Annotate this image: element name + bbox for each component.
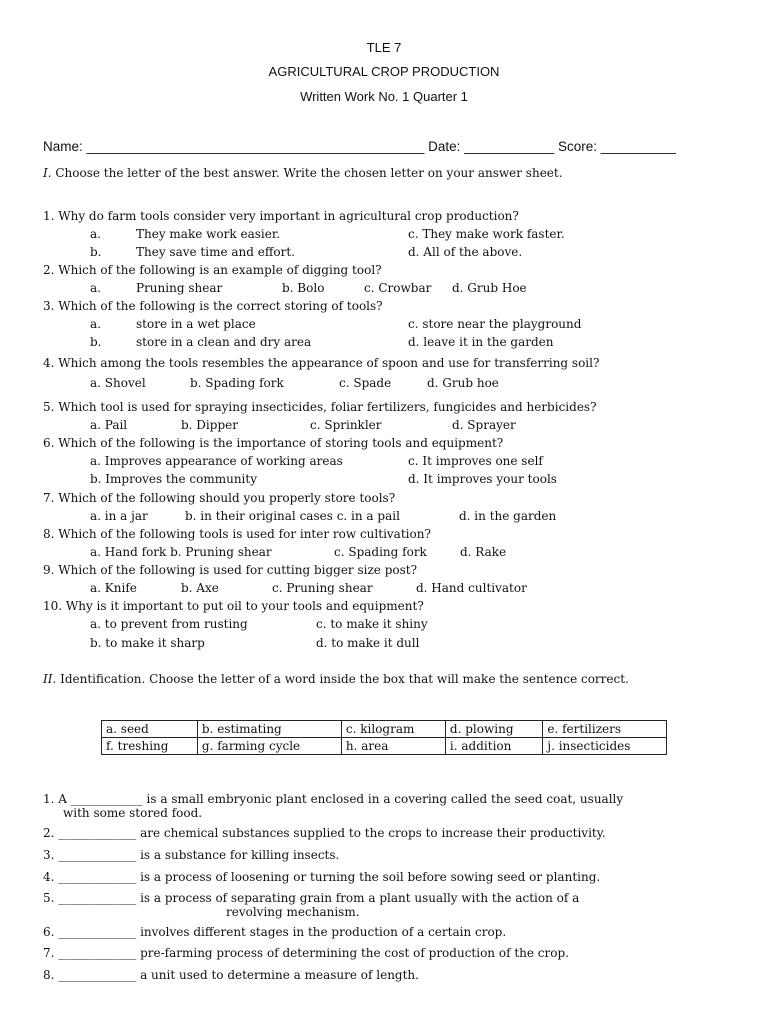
work-title: Written Work No. 1 Quarter 1	[300, 89, 468, 104]
identification-item-7: 7. _____________ pre-farming process of determining the cost of production of the crop.	[43, 946, 569, 960]
word-box-cell: c. kilogram	[341, 721, 445, 738]
choice-label: a.	[90, 281, 101, 295]
choice: c. Pruning shear	[272, 581, 373, 595]
choice: d. Sprayer	[452, 418, 516, 432]
choice-label: a.	[90, 317, 101, 331]
question-2: 2. Which of the following is an example of digging tool?	[43, 263, 382, 277]
part1-instruction	[43, 166, 563, 180]
question-9: 9. Which of the following is used for cutting bigger size post?	[43, 563, 418, 577]
word-box-cell: d. plowing	[445, 721, 542, 738]
choice: d. leave it in the garden	[408, 335, 554, 349]
identification-item-5: 5. _____________ is a process of separating grain from a plant usually with the action of a	[43, 891, 580, 905]
question-4: 4. Which among the tools resembles the appearance of spoon and use for transferring soil?	[43, 356, 600, 370]
choice: store in a wet place	[136, 317, 256, 331]
choice: a. to prevent from rusting	[90, 617, 248, 631]
identification-item-1-cont: with some stored food.	[63, 806, 203, 820]
choice: b. Dipper	[181, 418, 238, 432]
choice: store in a clean and dry area	[136, 335, 312, 349]
part1-instruction-text: Choose the letter of the best answer. Write the chosen letter on your answer sheet.	[51, 166, 563, 180]
question-6: 6. Which of the following is the importance of storing tools and equipment?	[43, 436, 504, 450]
choice: c. Crowbar	[364, 281, 432, 295]
choice-label: b.	[90, 245, 102, 259]
course-title: AGRICULTURAL CROP PRODUCTION	[268, 64, 500, 79]
word-box-cell: e. fertilizers	[543, 721, 667, 738]
choice: b. Spading fork	[190, 376, 284, 390]
identification-item-8: 8. _____________ a unit used to determine a measure of length.	[43, 968, 419, 982]
choice: c. It improves one self	[408, 454, 543, 468]
choice: c. Spading fork	[334, 545, 427, 559]
word-box-cell: j. insecticides	[543, 738, 667, 755]
choice: a. Knife	[90, 581, 137, 595]
choice: d. All of the above.	[408, 245, 523, 259]
choice-label: a.	[90, 227, 101, 241]
choice-label: b.	[90, 335, 102, 349]
choice: a. Pail	[90, 418, 128, 432]
part1-numeral: I.	[43, 166, 52, 180]
identification-item-5-cont: revolving mechanism.	[226, 905, 360, 919]
choice: d. Hand cultivator	[416, 581, 527, 595]
word-box-cell: g. farming cycle	[197, 738, 341, 755]
choice: d. Grub Hoe	[452, 281, 527, 295]
word-box-cell: a. seed	[102, 721, 198, 738]
choice: d. in the garden	[459, 509, 557, 523]
question-1: 1. Why do farm tools consider very important in agricultural crop production?	[43, 209, 519, 223]
choice: b. Axe	[181, 581, 219, 595]
choice: d. Rake	[460, 545, 507, 559]
choice: b. Improves the community	[90, 472, 257, 486]
word-box-cell: i. addition	[445, 738, 542, 755]
choice: a. Shovel	[90, 376, 146, 390]
choice: d. It improves your tools	[408, 472, 557, 486]
question-10: 10. Why is it important to put oil to your tools and equipment?	[43, 599, 424, 613]
choice: b. Bolo	[282, 281, 325, 295]
choice: b. to make it sharp	[90, 636, 205, 650]
word-box-row	[102, 721, 667, 738]
choice: c. Sprinkler	[310, 418, 382, 432]
identification-item-1: 1. A ____________ is a small embryonic plant enclosed in a covering called the seed coat, usually	[43, 792, 624, 806]
choice: d. Grub hoe	[427, 376, 499, 390]
part2-instruction	[43, 672, 629, 686]
choice: a. Hand fork b. Pruning shear	[90, 545, 272, 559]
choice: b. in their original cases c. in a pail	[185, 509, 400, 523]
student-info-line: Name: _____________________________________________ Date: ____________ Score: __________	[43, 139, 676, 154]
choice: a. in a jar	[90, 509, 148, 523]
identification-item-6: 6. _____________ involves different stages in the production of a certain crop.	[43, 925, 507, 939]
identification-item-2: 2. _____________ are chemical substances supplied to the crops to increase their productivity.	[43, 826, 606, 840]
choice: They save time and effort.	[136, 245, 295, 259]
choice: a. Improves appearance of working areas	[90, 454, 343, 468]
question-7: 7. Which of the following should you properly store tools?	[43, 491, 396, 505]
subject-title: TLE 7	[366, 40, 402, 55]
choice: c. They make work faster.	[408, 227, 565, 241]
choice: c. Spade	[339, 376, 392, 390]
choice: c. store near the playground	[408, 317, 582, 331]
word-box-row	[102, 738, 667, 755]
identification-item-3: 3. _____________ is a substance for killing insects.	[43, 848, 340, 862]
question-5: 5. Which tool is used for spraying insecticides, foliar fertilizers, fungicides and herbicides?	[43, 400, 597, 414]
word-box	[101, 720, 667, 755]
question-8: 8. Which of the following tools is used for inter row cultivation?	[43, 527, 431, 541]
choice: They make work easier.	[136, 227, 281, 241]
choice: Pruning shear	[136, 281, 223, 295]
word-box-cell: f. treshing	[102, 738, 198, 755]
choice: c. to make it shiny	[316, 617, 428, 631]
choice: d. to make it dull	[316, 636, 420, 650]
word-box-cell: h. area	[341, 738, 445, 755]
question-3: 3. Which of the following is the correct storing of tools?	[43, 299, 383, 313]
part2-instruction-text: Identification. Choose the letter of a word inside the box that will make the sentence correct.	[56, 672, 629, 686]
part2-numeral: II.	[43, 672, 57, 686]
word-box-cell: b. estimating	[197, 721, 341, 738]
identification-item-4: 4. _____________ is a process of loosening or turning the soil before sowing seed or planting.	[43, 870, 601, 884]
